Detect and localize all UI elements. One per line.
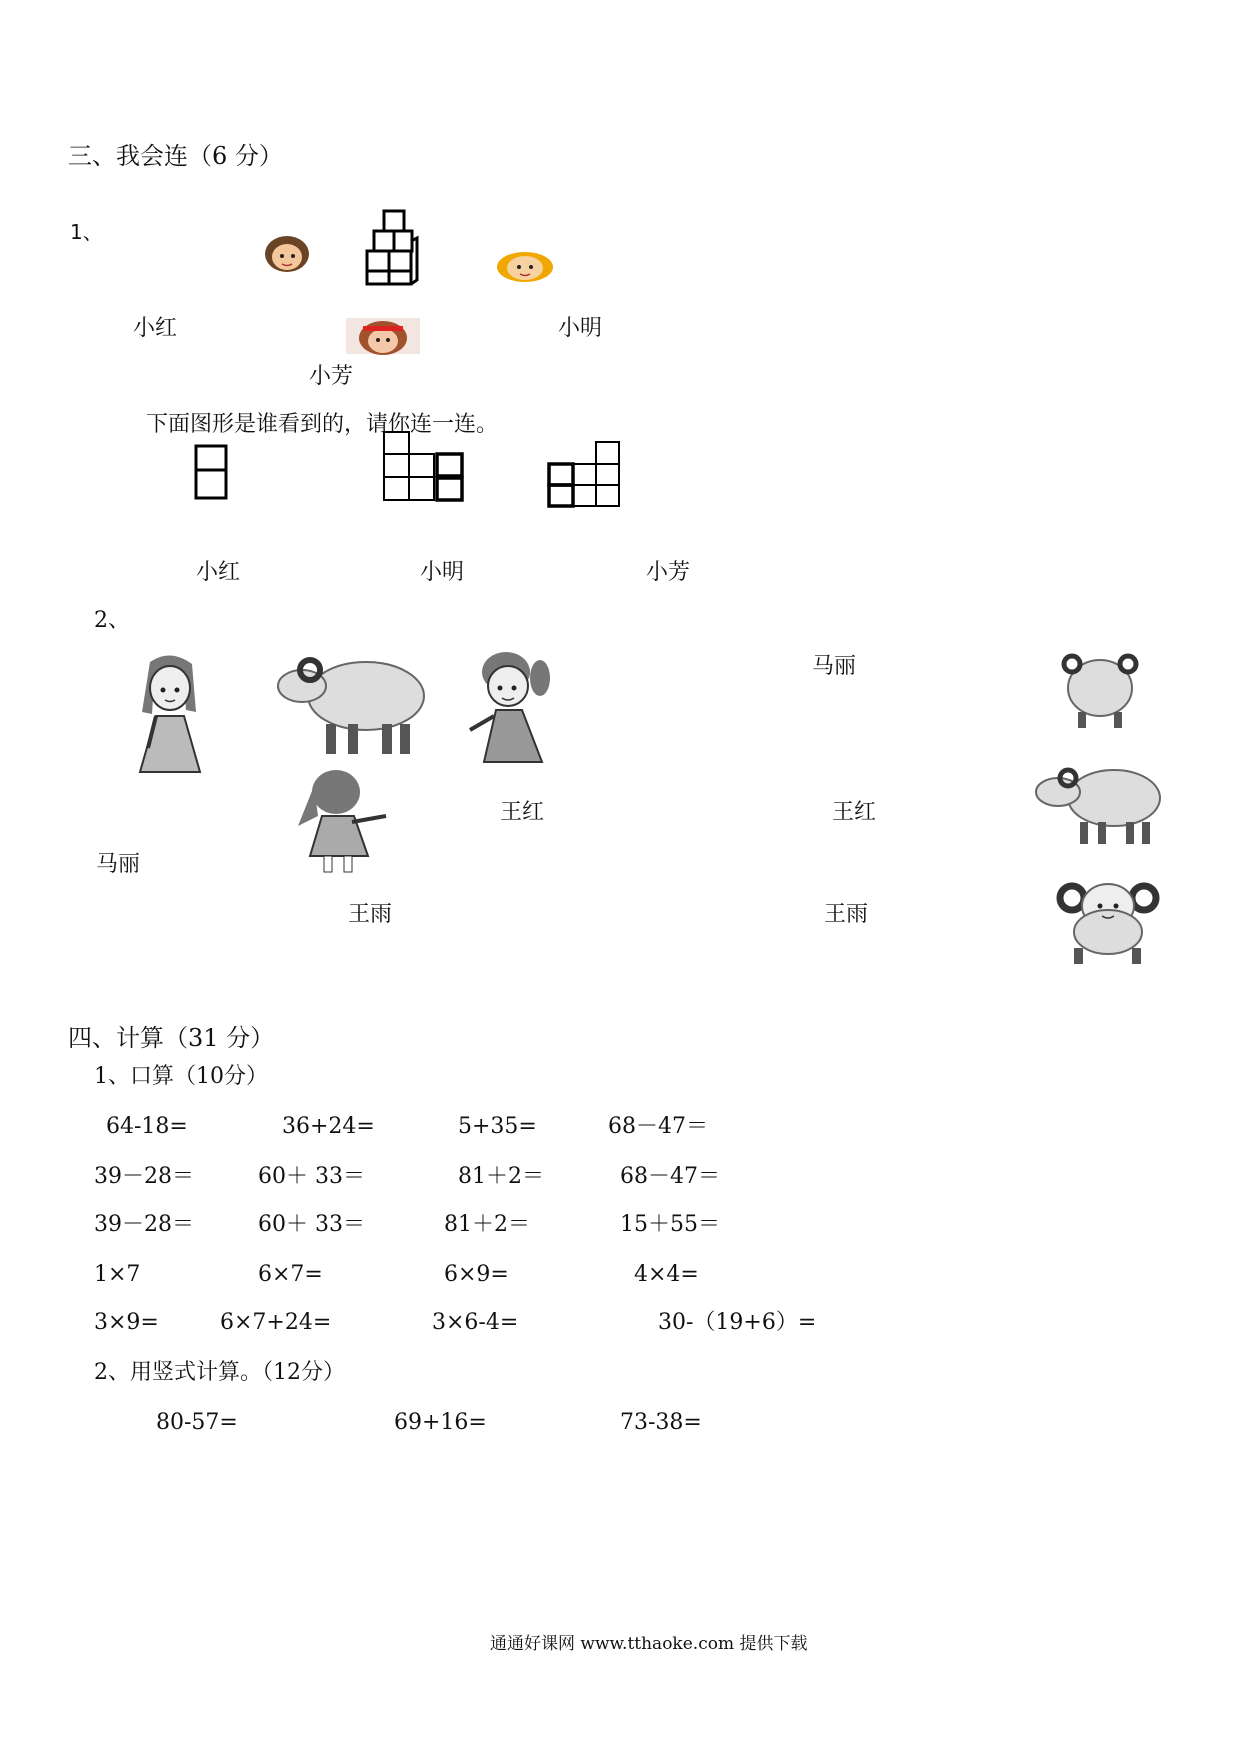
sheep-rear-icon (1058, 650, 1142, 730)
sheep-icon (266, 648, 432, 758)
oral-problem: 68－47＝ (608, 1114, 708, 1139)
oral-problem: 39－28＝ (94, 1164, 194, 1189)
oral-problem: 1×7 (94, 1262, 141, 1287)
oral-problem: 36+24= (282, 1114, 375, 1139)
oral-problem: 3×6-4= (432, 1310, 519, 1335)
section-3-title: 三、我会连（6 分） (68, 142, 283, 170)
vertical-problem: 80-57= (156, 1410, 238, 1435)
oral-problem: 64-18= (106, 1114, 188, 1139)
girl-icon (466, 650, 556, 766)
left-name-wanghong: 王红 (500, 800, 545, 825)
oral-problem: 3×9= (94, 1310, 159, 1335)
answer-name: 小芳 (646, 560, 691, 585)
oral-problem: 81＋2＝ (444, 1212, 530, 1237)
girl-icon (130, 652, 210, 778)
oral-problem: 60＋ 33＝ (258, 1164, 365, 1189)
question-2-number: 2、 (94, 608, 130, 633)
oral-problem: 30-（19+6）= (658, 1310, 817, 1335)
right-name-wanghong: 王红 (832, 800, 877, 825)
right-name-wangyu: 王雨 (824, 902, 869, 927)
question-1-number: 1、 (70, 220, 103, 244)
view-shape-a (194, 444, 228, 500)
sheep-icon (1030, 758, 1166, 846)
vertical-heading: 2、用竖式计算。（12分） (94, 1360, 345, 1385)
child-face-icon (346, 318, 420, 354)
left-name-wangyu: 王雨 (348, 902, 393, 927)
oral-heading: 1、口算（10分） (94, 1064, 268, 1089)
oral-problem: 81＋2＝ (458, 1164, 544, 1189)
oral-problem: 39－28＝ (94, 1212, 194, 1237)
child-face-icon (495, 250, 555, 284)
oral-problem: 6×9= (444, 1262, 509, 1287)
answer-name: 小明 (420, 560, 465, 585)
view-shape-c (546, 440, 622, 508)
view-shape-b (382, 430, 466, 502)
oral-problem: 6×7+24= (220, 1310, 332, 1335)
girl-icon (294, 766, 388, 876)
child-face-icon (262, 234, 312, 274)
stacked-cubes-icon (364, 208, 420, 286)
label-xiaofang: 小芳 (309, 364, 354, 389)
label-xiaohong: 小红 (133, 316, 178, 341)
oral-problem: 4×4= (634, 1262, 699, 1287)
right-name-mali: 马丽 (812, 654, 857, 679)
label-xiaoming: 小明 (558, 316, 603, 341)
oral-problem: 60＋ 33＝ (258, 1212, 365, 1237)
q1-instruction: 下面图形是谁看到的，请你连一连。 (146, 412, 499, 437)
left-name-mali: 马丽 (96, 852, 141, 877)
oral-problem: 5+35= (458, 1114, 537, 1139)
section-4-title: 四、计算（31 分） (68, 1024, 275, 1052)
vertical-problem: 69+16= (394, 1410, 487, 1435)
oral-problem: 68－47＝ (620, 1164, 720, 1189)
sheep-front-icon (1056, 876, 1160, 966)
answer-name: 小红 (196, 560, 241, 585)
vertical-problem: 73-38= (620, 1410, 702, 1435)
oral-problem: 15＋55＝ (620, 1212, 720, 1237)
oral-problem: 6×7= (258, 1262, 323, 1287)
footer-text: 通通好课网 www.tthaoke.com 提供下载 (490, 1634, 808, 1654)
